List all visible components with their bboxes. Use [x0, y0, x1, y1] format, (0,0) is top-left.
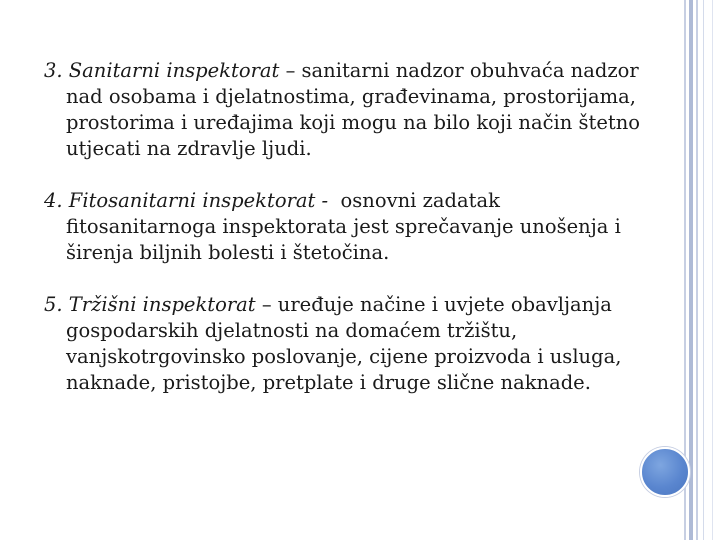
paragraph-heading: 4. Fitosanitarni inspektorat -	[44, 189, 329, 212]
paragraph-fitosanitarni-inspektorat	[44, 188, 644, 266]
paragraph-sanitarni-inspektorat	[44, 58, 644, 162]
frame-line	[712, 0, 713, 540]
paragraph-text: – sanitarni nadzor obuhvaća nadzor nad osobama i djelatnostima, građevinama, prostorijama, prostorima i uređajima koji mogu na bilo koji način štetno utjecati na zdravlje ljudi.	[66, 59, 641, 160]
slide-body	[44, 58, 644, 422]
paragraph-trzisni-inspektorat	[44, 292, 644, 396]
paragraph-text: osnovni zadatak fitosanitarnoga inspektorata jest sprečavanje unošenja i širenja biljnih bolesti i štetočina.	[66, 189, 628, 264]
frame-line	[689, 0, 693, 540]
frame-line	[696, 0, 698, 540]
paragraph-text: – uređuje načine i uvjete obavljanja gospodarskih djelatnosti na domaćem tržištu, vanjskotrgovinsko poslovanje, cijene proizvoda i usluga, naknade, pristojbe, pretplate i druge slične naknade.	[66, 293, 622, 394]
paragraph-heading: 3. Sanitarni inspektorat	[44, 59, 280, 82]
paragraph-heading: 5. Tržišni inspektorat	[44, 293, 256, 316]
frame-line	[703, 0, 704, 540]
blue-circle-ornament-icon	[640, 447, 690, 497]
